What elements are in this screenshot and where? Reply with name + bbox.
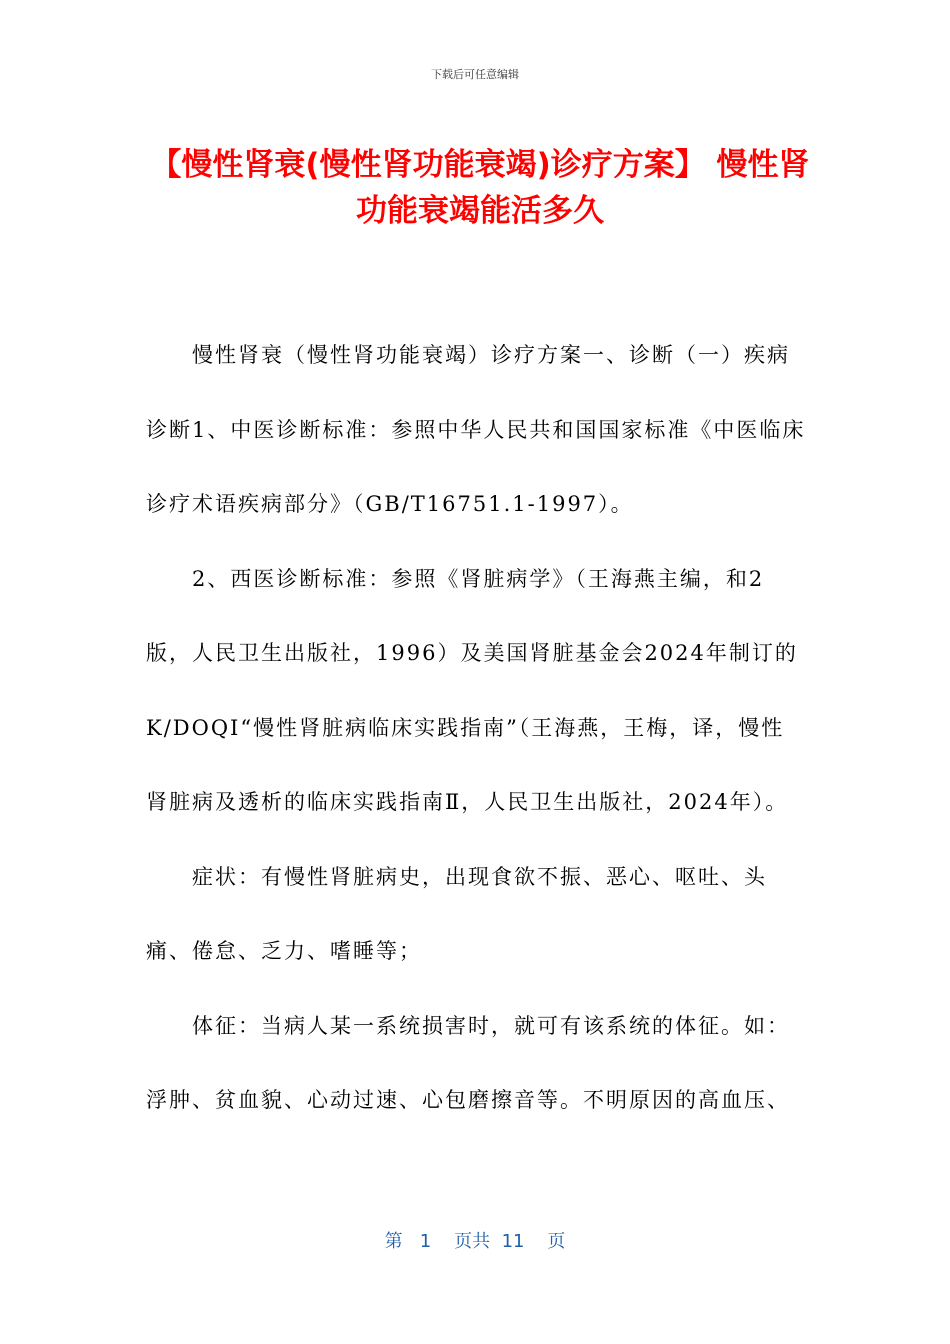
footer-current-page: 1 (419, 1231, 432, 1252)
document-body (146, 318, 806, 1138)
footer-suffix: 页 (547, 1231, 566, 1252)
page-footer (0, 1227, 950, 1253)
header-note: 下载后可任意编辑 (431, 68, 519, 81)
paragraph-signs: 体征：当病人某一系统损害时，就可有该系统的体征。如：浮肿、贫血貌、心动过速、心包磨擦音等。不明原因的高血压、 (146, 1013, 790, 1112)
page-title: 【慢性肾衰(慢性肾功能衰竭)诊疗方案】 慢性肾功能衰竭能活多久 (150, 147, 810, 229)
paragraph-symptoms: 症状：有慢性肾脏病史，出现食欲不振、恶心、呕吐、头痛、倦怠、乏力、嗜睡等； (146, 864, 767, 963)
paragraph-diagnosis-western: 2、西医诊断标准：参照《肾脏病学》（王海燕主编，和2版，人民卫生出版社，1996）及美国肾脏基金会2024年制订的K/DOQI“慢性肾脏病临床实践指南”（王海燕，王梅，译，慢性肾脏病及透析的临床实践指南Ⅱ，人民卫生出版社，2024年）。 (146, 566, 798, 814)
footer-prefix: 第 (384, 1231, 403, 1252)
footer-middle: 页共 (454, 1231, 491, 1252)
paragraph-diagnosis-tcm: 慢性肾衰（慢性肾功能衰竭）诊疗方案一、诊断（一）疾病诊断1、中医诊断标准：参照中华人民共和国国家标准《中医临床诊疗术语疾病部分》（GB/T16751.1-1997）。 (146, 343, 806, 516)
footer-total-pages: 11 (501, 1231, 525, 1252)
